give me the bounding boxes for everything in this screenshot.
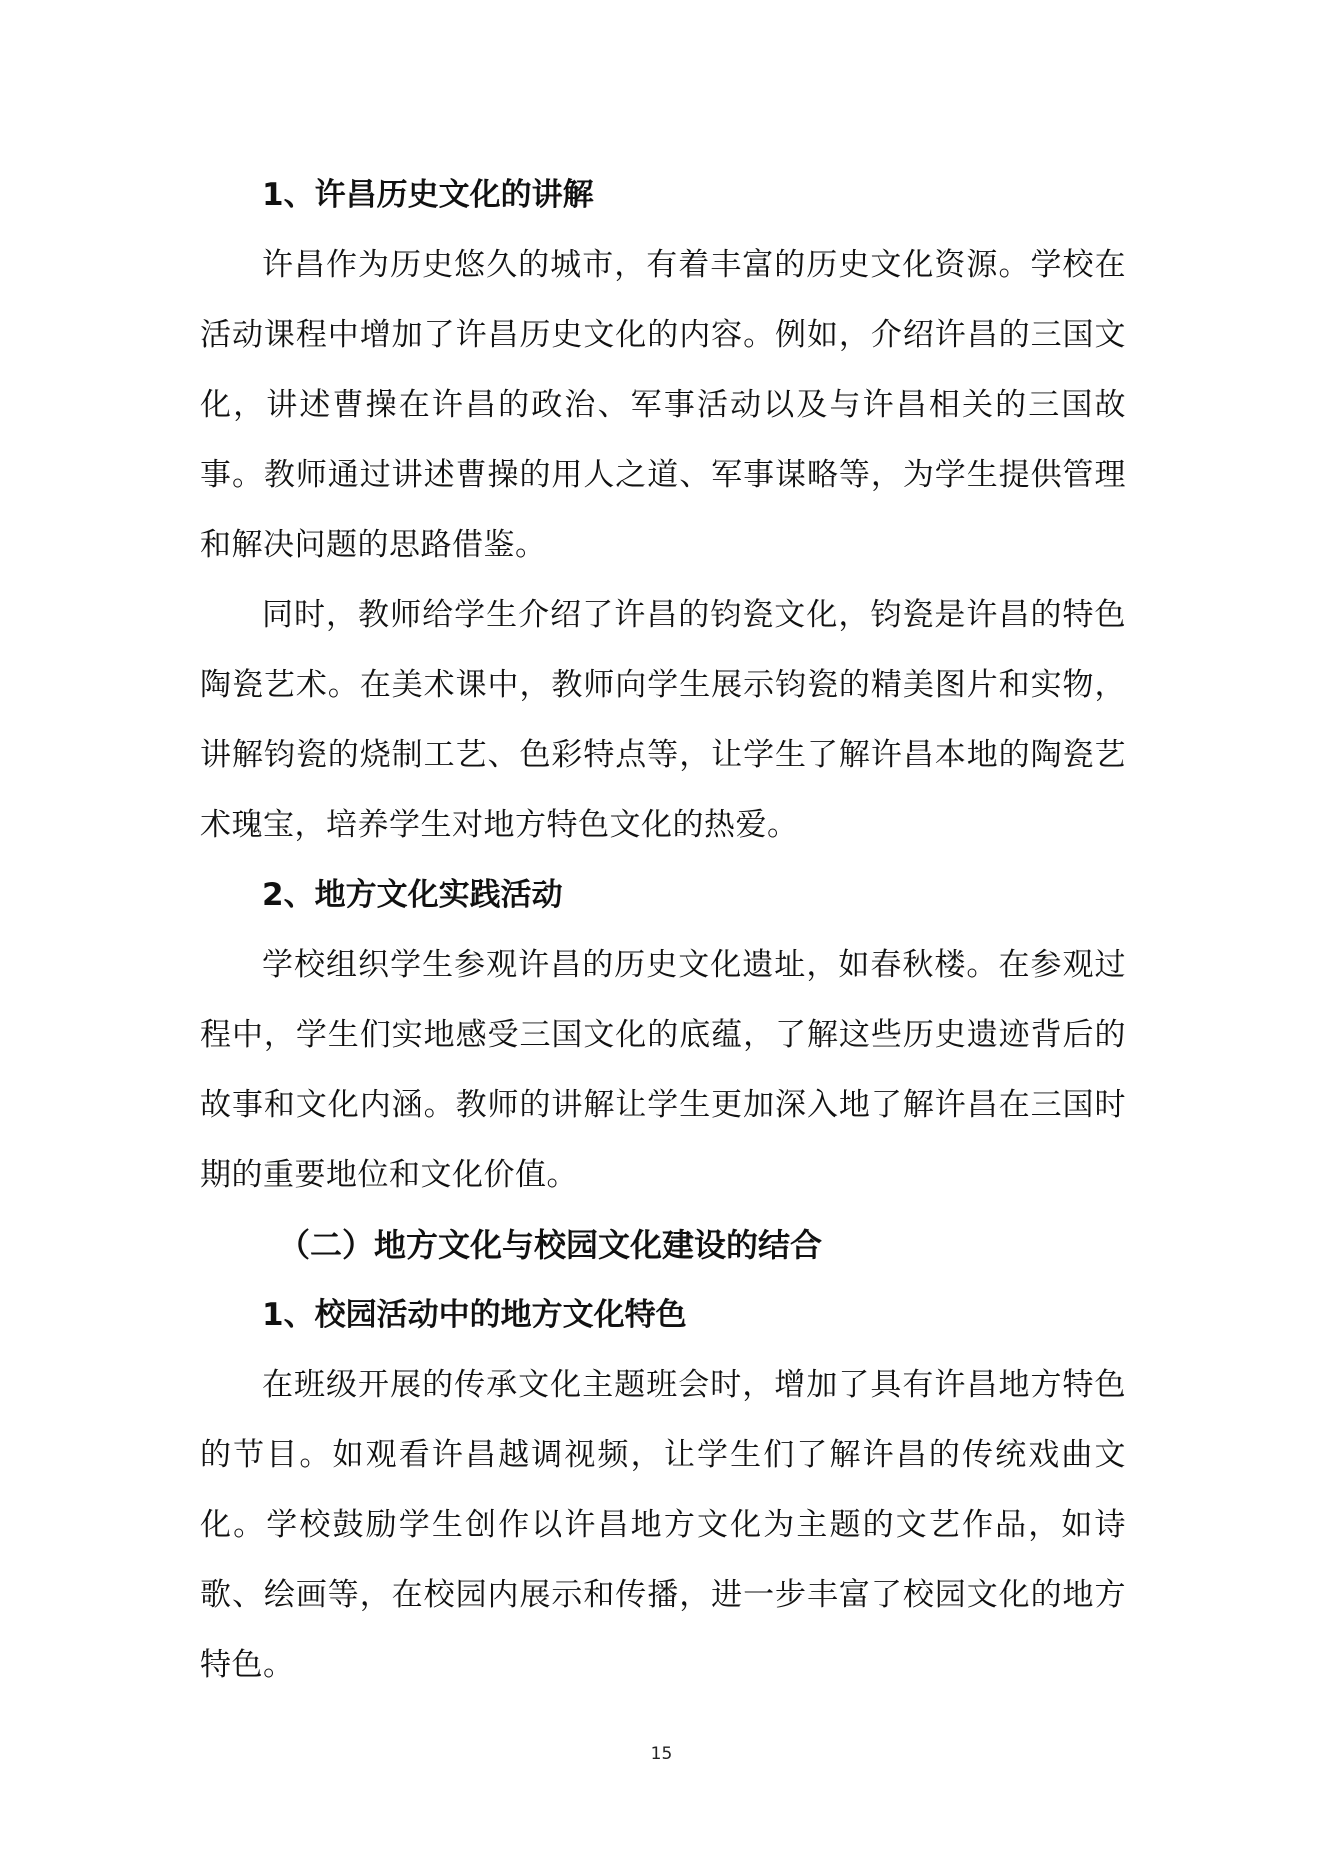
heading-section-two: （二）地方文化与校园文化建设的结合 — [278, 1226, 823, 1264]
paragraph-class-meeting: 在班级开展的传承文化主题班会时，增加了具有许昌地方特色的节目。如观看许昌越调视频，让学生们了解许昌的传统戏曲文化。学校鼓励学生创作以许昌地方文化为主题的文艺作品，如诗歌、绘画等，在校园内展示和传播，进一步丰富了校园文化的地方特色。 — [200, 1367, 1126, 1683]
page-body — [200, 160, 1126, 1700]
heading-xuchang-history-lecture: 1、许昌历史文化的讲解 — [262, 177, 594, 213]
paragraph-jun-porcelain: 同时，教师给学生介绍了许昌的钧瓷文化，钧瓷是许昌的特色陶瓷艺术。在美术课中，教师向学生展示钧瓷的精美图片和实物，讲解钧瓷的烧制工艺、色彩特点等，让学生了解许昌本地的陶瓷艺术瑰宝，培养学生对地方特色文化的热爱。 — [200, 597, 1126, 843]
paragraph-site-visit: 学校组织学生参观许昌的历史文化遗址，如春秋楼。在参观过程中，学生们实地感受三国文化的底蕴，了解这些历史遗迹背后的故事和文化内涵。教师的讲解让学生更加深入地了解许昌在三国时期的重要地位和文化价值。 — [200, 947, 1126, 1193]
page-number: 15 — [650, 1744, 673, 1764]
heading-campus-activities: 1、校园活动中的地方文化特色 — [262, 1297, 687, 1333]
heading-local-culture-practice: 2、地方文化实践活动 — [262, 877, 563, 913]
paragraph-history-resources: 许昌作为历史悠久的城市，有着丰富的历史文化资源。学校在活动课程中增加了许昌历史文化的内容。例如，介绍许昌的三国文化，讲述曹操在许昌的政治、军事活动以及与许昌相关的三国故事。教师通过讲述曹操的用人之道、军事谋略等，为学生提供管理和解决问题的思路借鉴。 — [200, 247, 1126, 563]
